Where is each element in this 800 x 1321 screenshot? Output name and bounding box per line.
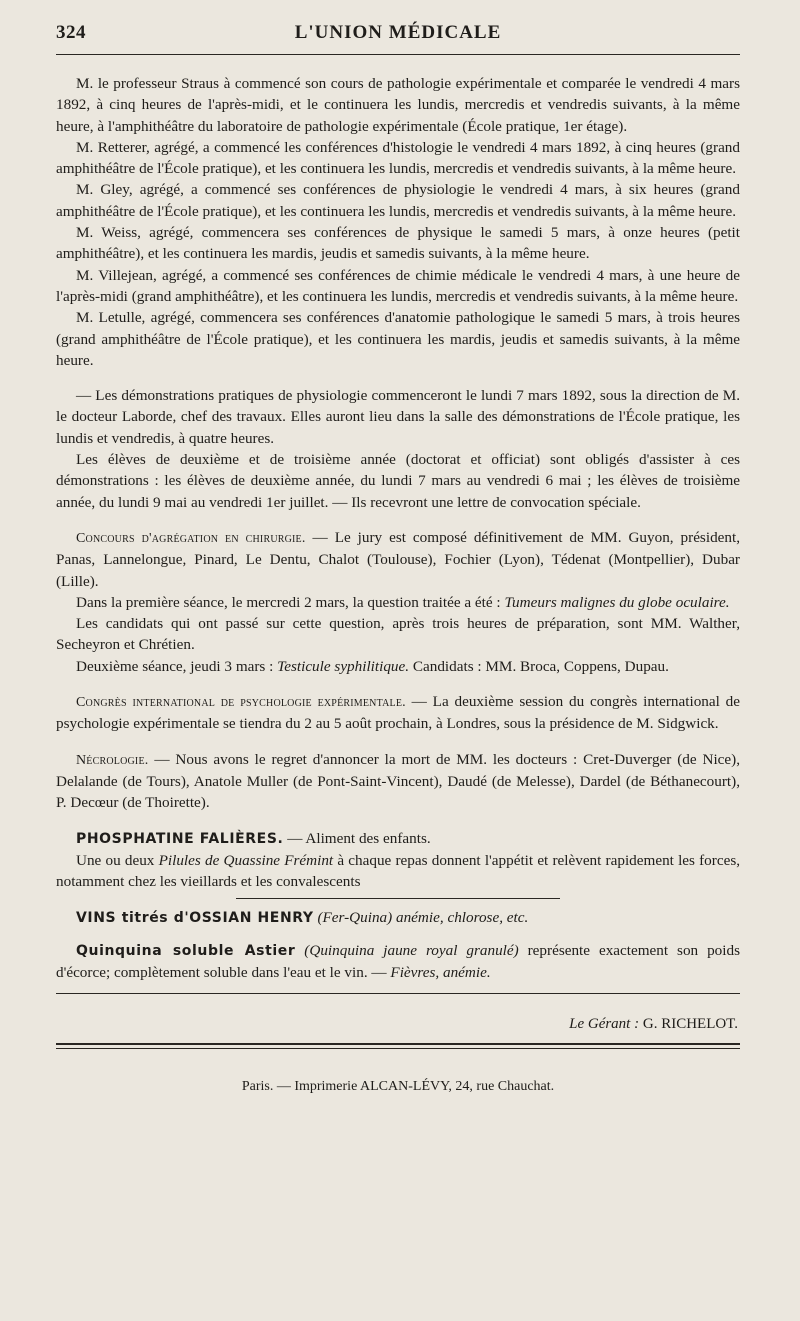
vins-heading: VINS titrés d'OSSIAN HENRY	[76, 910, 314, 927]
quassine-text: à chaque repas donnent l'appétit et relèvent rapidement les forces, notamment chez les vieillards et les convalescents	[56, 851, 741, 891]
necrologie-text: — Nous avons le regret d'annoncer la mort de MM. les docteurs : Cret-Duverger (de Nice), Delalande (de Tours), Anatole Muller (de Pont-Saint-Vincent), Daudé (de Melesse), Dardel (de Béthanecourt), P. Decœur (de Thoirette).	[56, 750, 741, 812]
page-header	[56, 20, 740, 48]
necrologie-heading: Nécrologie.	[76, 752, 149, 768]
vins-text: (Fer-Quina) anémie, chlorose, etc.	[317, 909, 529, 927]
concours-text: — Le jury est composé définitivement de MM. Guyon, président, Panas, Lannelongue, Pinard, Le Dentu, Chalot (Toulouse), Fochier (Lyon), Tédenat (Montpellier), Dubar (Lille).	[56, 528, 741, 590]
page-number: 324	[56, 22, 86, 43]
footer-rule	[56, 993, 740, 994]
paragraph-concours	[56, 527, 740, 592]
quinquina-end: Fièvres, anémie.	[390, 963, 491, 981]
paragraph-demonstrations: — Les démonstrations pratiques de physiologie commenceront le lundi 7 mars 1892, sous la direction de M. le docteur Laborde, chef des travaux. Elles auront lieu dans la salle des démonstrations de l'École pratique, les lundis et vendredis, à quatre heures.	[56, 387, 740, 447]
paragraph-eleves: Les élèves de deuxième et de troisième année (doctorat et officiat) sont obligés d'assister à ces démonstrations : les élèves de deuxième année, du lundi 7 mars au vendredi 6 mai ; les élèves de troisième année, du lundi 9 mai au vendredi 1er juillet. — Ils recevront une lettre de convocation spéciale.	[56, 451, 740, 511]
paragraph-retterer: M. Retterer, agrégé, a commencé les conférences d'histologie le vendredi 4 mars 1892, à cinq heures (grand amphithéâtre de l'École pratique), et les continuera les lundis, mercredis et vendredis suivants, à la même heure.	[56, 138, 740, 178]
deuxieme-rest: Candidats : MM. Broca, Coppens, Dupau.	[412, 657, 669, 675]
phosphatine-heading: PHOSPHATINE FALIÈRES.	[76, 830, 284, 847]
concours-heading: Concours d'agrégation en chirurgie.	[76, 530, 306, 546]
gerant-label: Le Gérant :	[569, 1016, 640, 1033]
quassine-product: Pilules de Quassine Frémint	[158, 851, 334, 869]
paragraph-weiss: M. Weiss, agrégé, commencera ses conférences de physique le samedi 5 mars, à onze heures (petit amphithéâtre), et les continuera les mardis, jeudis et samedis suivants, à la même heure.	[56, 224, 740, 263]
congres-text: — La deuxième session du congrès international de psychologie expérimentale se tiendra du 2 au 5 août prochain, à Londres, sous la présidence de M. Sidgwick.	[56, 693, 740, 733]
journal-title: L'UNION MÉDICALE	[294, 22, 502, 43]
ad-phosphatine	[56, 828, 740, 850]
article-body	[56, 73, 740, 983]
printer-rule-bottom	[56, 1048, 740, 1049]
paragraph-straus: M. le professeur Straus à commencé son cours de pathologie expérimentale et comparée le vendredi 4 mars 1892, à cinq heures de l'après-midi, et le continuera les lundis, mercredis et vendredis suivants, à la même heure, à l'amphithéâtre du laboratoire de pathologie expérimentale (École pratique, 1er étage).	[56, 75, 740, 135]
ad-quassine	[56, 850, 740, 893]
paragraph-congres	[56, 691, 740, 735]
quassine-intro: Une ou deux	[76, 851, 155, 869]
printer-imprint: Paris. — Imprimerie ALCAN-LÉVY, 24, rue Chauchat.	[241, 1079, 555, 1095]
ad-quinquina	[56, 940, 740, 984]
gerant-name: G. RICHELOT.	[642, 1016, 738, 1033]
paragraph-letulle: M. Letulle, agrégé, commencera ses conférences d'anatomie pathologique le samedi 5 mars, à trois heures (grand amphithéâtre de l'École pratique), et les continuera les mardis, jeudis et samedis suivants, à la même heure.	[56, 309, 740, 369]
paragraph-deuxieme-seance	[56, 656, 740, 677]
quinquina-italic: (Quinquina jaune royal granulé)	[304, 941, 519, 959]
paragraph-necrologie	[56, 749, 740, 814]
phosphatine-tagline: — Aliment des enfants.	[287, 829, 431, 847]
paragraph-gley: M. Gley, agrégé, a commencé ses conférences de physiologie le vendredi 4 mars, à six heures (grand amphithéâtre de l'École pratique), et les continuera les lundis, mercredis et vendredis suivants, à la même heure.	[56, 181, 740, 220]
premiere-intro: Dans la première séance, le mercredi 2 mars, la question traitée a été :	[76, 593, 501, 611]
premiere-topic: Tumeurs malignes du globe oculaire.	[504, 593, 730, 611]
quinquina-text: représente exactement son poids d'écorce; complètement soluble dans l'eau et le vin. —	[56, 941, 740, 981]
ad-divider	[236, 898, 560, 899]
ad-vins	[56, 907, 740, 929]
quinquina-heading: Quinquina soluble Astier	[76, 942, 296, 959]
printer-rule-top	[56, 1043, 740, 1045]
deuxieme-topic: Testicule syphilitique.	[277, 657, 410, 675]
paragraph-villejean: M. Villejean, agrégé, a commencé ses conférences de chimie médicale le vendredi 4 mars, à une heure de l'après-midi (grand amphithéâtre), et les continuera les lundis, mercredis et vendredis suivants, à la même heure.	[56, 266, 740, 305]
paragraph-premiere-seance	[56, 592, 740, 613]
deuxieme-intro: Deuxième séance, jeudi 3 mars :	[76, 657, 274, 675]
paragraph-candidats: Les candidats qui ont passé sur cette question, après trois heures de préparation, sont MM. Walther, Secheyron et Chrétien.	[56, 615, 740, 654]
header-rule	[56, 54, 740, 55]
congres-heading: Congrès international de psychologie expérimentale.	[76, 695, 406, 711]
gerant-signature	[56, 1016, 740, 1033]
journal-page	[56, 20, 740, 1095]
